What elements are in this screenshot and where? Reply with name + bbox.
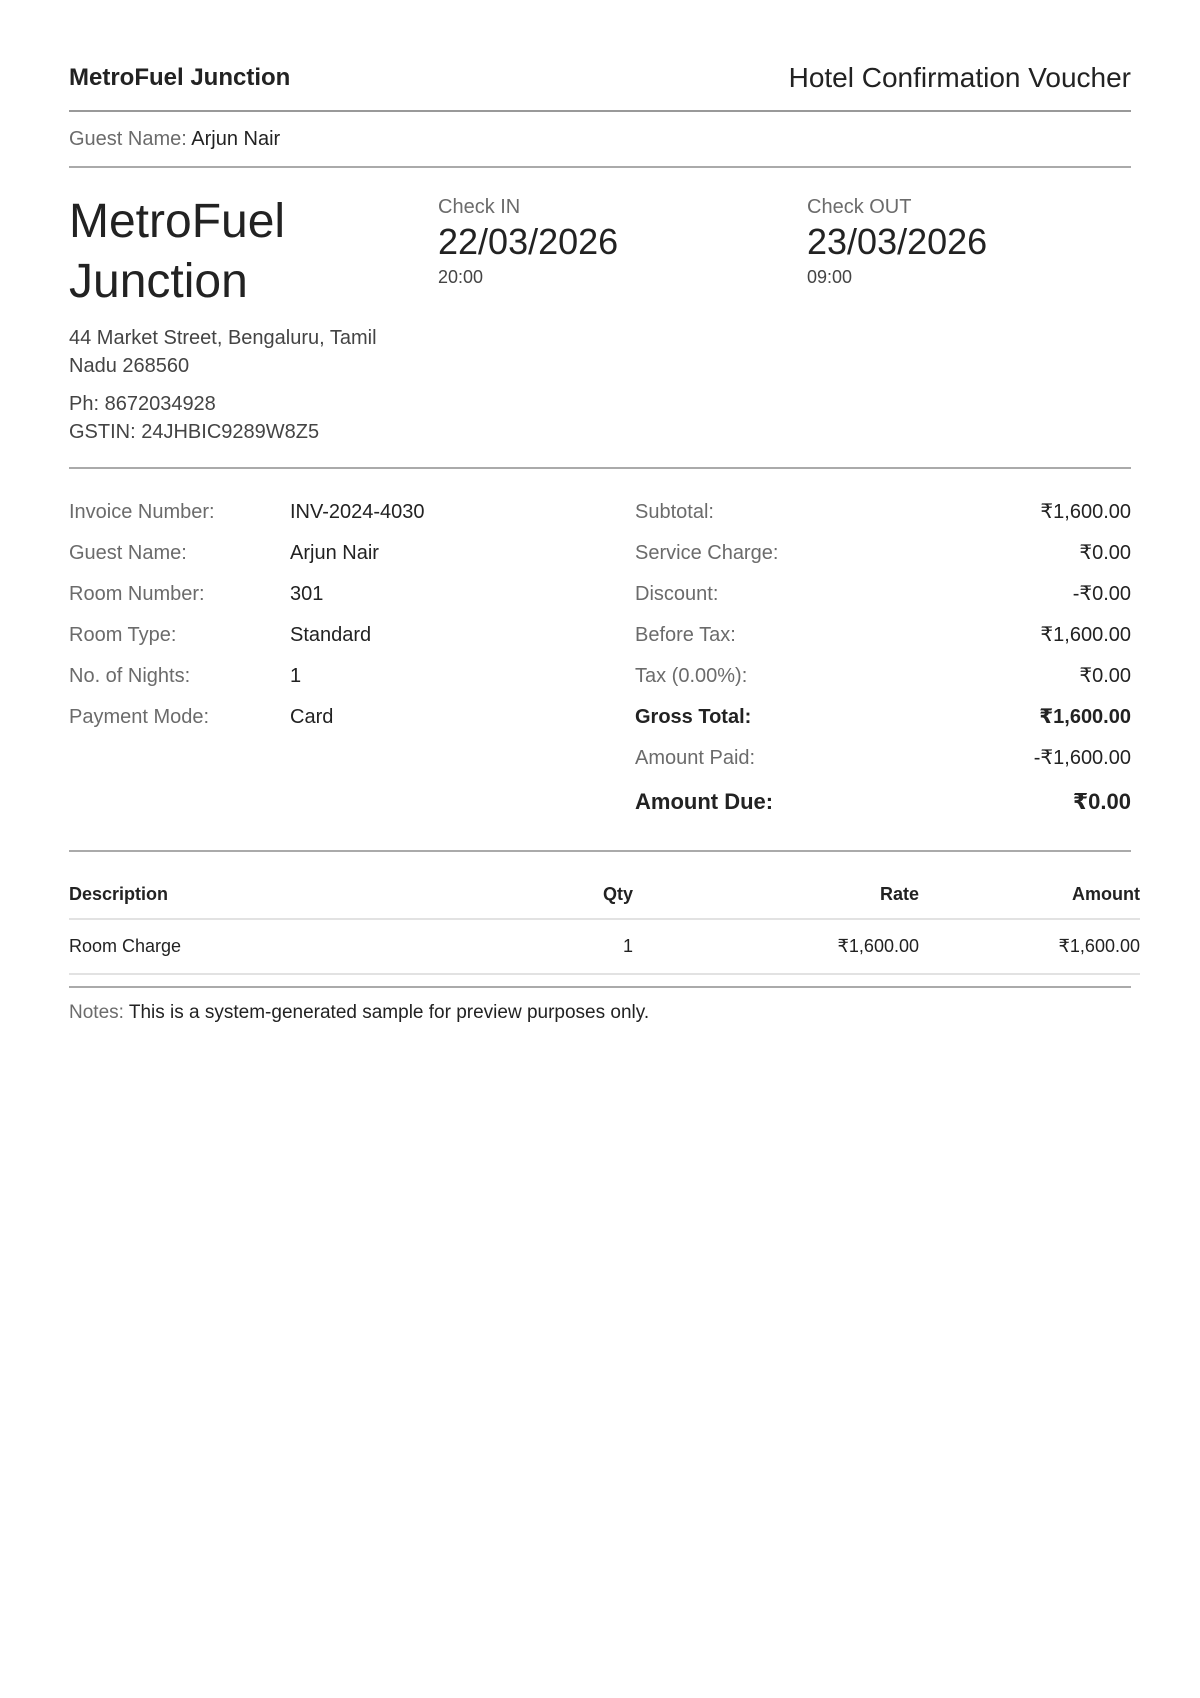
hotel-name: MetroFuel Junction: [69, 195, 286, 308]
total-row: [635, 533, 1131, 574]
total-label: Gross Total:: [635, 706, 752, 728]
detail-value: 1: [290, 665, 302, 687]
guest-name-line: [69, 112, 1131, 168]
total-value: ₹0.00: [1079, 542, 1131, 564]
total-row: [635, 574, 1131, 615]
total-row: [635, 738, 1131, 779]
total-label: Before Tax:: [635, 624, 736, 646]
check-out-date: 23/03/2026: [807, 221, 988, 262]
booking-details: [69, 492, 569, 738]
total-label: Service Charge:: [635, 542, 779, 564]
check-in-date: 22/03/2026: [438, 221, 619, 262]
total-row: [635, 656, 1131, 697]
hotel-info: [69, 192, 409, 446]
total-row: [635, 492, 1131, 533]
detail-value: Arjun Nair: [290, 542, 379, 564]
detail-label: Payment Mode:: [69, 706, 210, 728]
divider: [69, 467, 1131, 469]
cell-rate: ₹1,600.00: [633, 919, 919, 974]
charges-table: [69, 870, 1140, 975]
document-header: [69, 58, 1131, 112]
total-value: ₹1,600.00: [1040, 624, 1131, 646]
hotel-gstin: GSTIN: 24JHBIC9289W8Z5: [69, 421, 320, 443]
table-row: [69, 919, 1140, 974]
document-title: Hotel Confirmation Voucher: [788, 62, 1131, 93]
brand-name: MetroFuel Junction: [69, 64, 291, 91]
detail-label: Guest Name:: [69, 542, 187, 564]
detail-label: No. of Nights:: [69, 665, 191, 687]
notes-label: Notes:: [69, 1002, 124, 1023]
detail-label: Invoice Number:: [69, 501, 215, 523]
detail-row: [69, 533, 569, 574]
detail-row: [69, 492, 569, 533]
total-label: Tax (0.00%):: [635, 665, 748, 687]
check-in-block: [438, 194, 738, 290]
detail-row: [69, 574, 569, 615]
cell-description: Room Charge: [69, 919, 567, 974]
guest-name-label: Guest Name:: [69, 128, 187, 150]
notes-text: This is a system-generated sample for preview purposes only.: [128, 1002, 650, 1023]
total-label: Discount:: [635, 583, 719, 605]
hotel-address: 44 Market Street, Bengaluru, Tamil Nadu 268560: [69, 327, 377, 377]
column-header-description: Description: [69, 870, 567, 919]
amount-due-row: [635, 779, 1131, 825]
detail-row: [69, 697, 569, 738]
column-header-rate: Rate: [633, 870, 919, 919]
column-header-amount: Amount: [919, 870, 1140, 919]
cell-qty: 1: [567, 919, 633, 974]
guest-name-value: Arjun Nair: [191, 128, 281, 150]
total-value: -₹1,600.00: [1033, 747, 1131, 769]
total-label: Amount Paid:: [635, 747, 756, 769]
check-out-label: Check OUT: [807, 196, 912, 218]
detail-value: Card: [290, 706, 334, 728]
cell-amount: ₹1,600.00: [919, 919, 1140, 974]
total-value: ₹1,600.00: [1039, 706, 1131, 728]
detail-value: Standard: [290, 624, 372, 646]
detail-value: 301: [290, 583, 324, 605]
total-row: [635, 615, 1131, 656]
check-out-time: 09:00: [807, 267, 853, 287]
hotel-contact: [69, 390, 409, 446]
hotel-phone: Ph: 8672034928: [69, 393, 216, 415]
detail-label: Room Type:: [69, 624, 177, 646]
total-value: ₹0.00: [1079, 665, 1131, 687]
total-value: ₹0.00: [1072, 789, 1131, 814]
check-in-label: Check IN: [438, 196, 521, 218]
detail-value: INV-2024-4030: [290, 501, 425, 523]
total-value: -₹0.00: [1072, 583, 1131, 605]
check-out-block: [807, 194, 1107, 290]
total-label: Amount Due:: [635, 789, 774, 814]
totals-summary: [635, 492, 1131, 825]
total-label: Subtotal:: [635, 501, 714, 523]
divider: [69, 850, 1131, 852]
notes: [69, 986, 1131, 1026]
gross-total-row: [635, 697, 1131, 738]
detail-row: [69, 656, 569, 697]
total-value: ₹1,600.00: [1040, 501, 1131, 523]
check-in-time: 20:00: [438, 267, 484, 287]
detail-label: Room Number:: [69, 583, 205, 605]
column-header-qty: Qty: [567, 870, 633, 919]
table-header-row: [69, 870, 1140, 919]
detail-row: [69, 615, 569, 656]
